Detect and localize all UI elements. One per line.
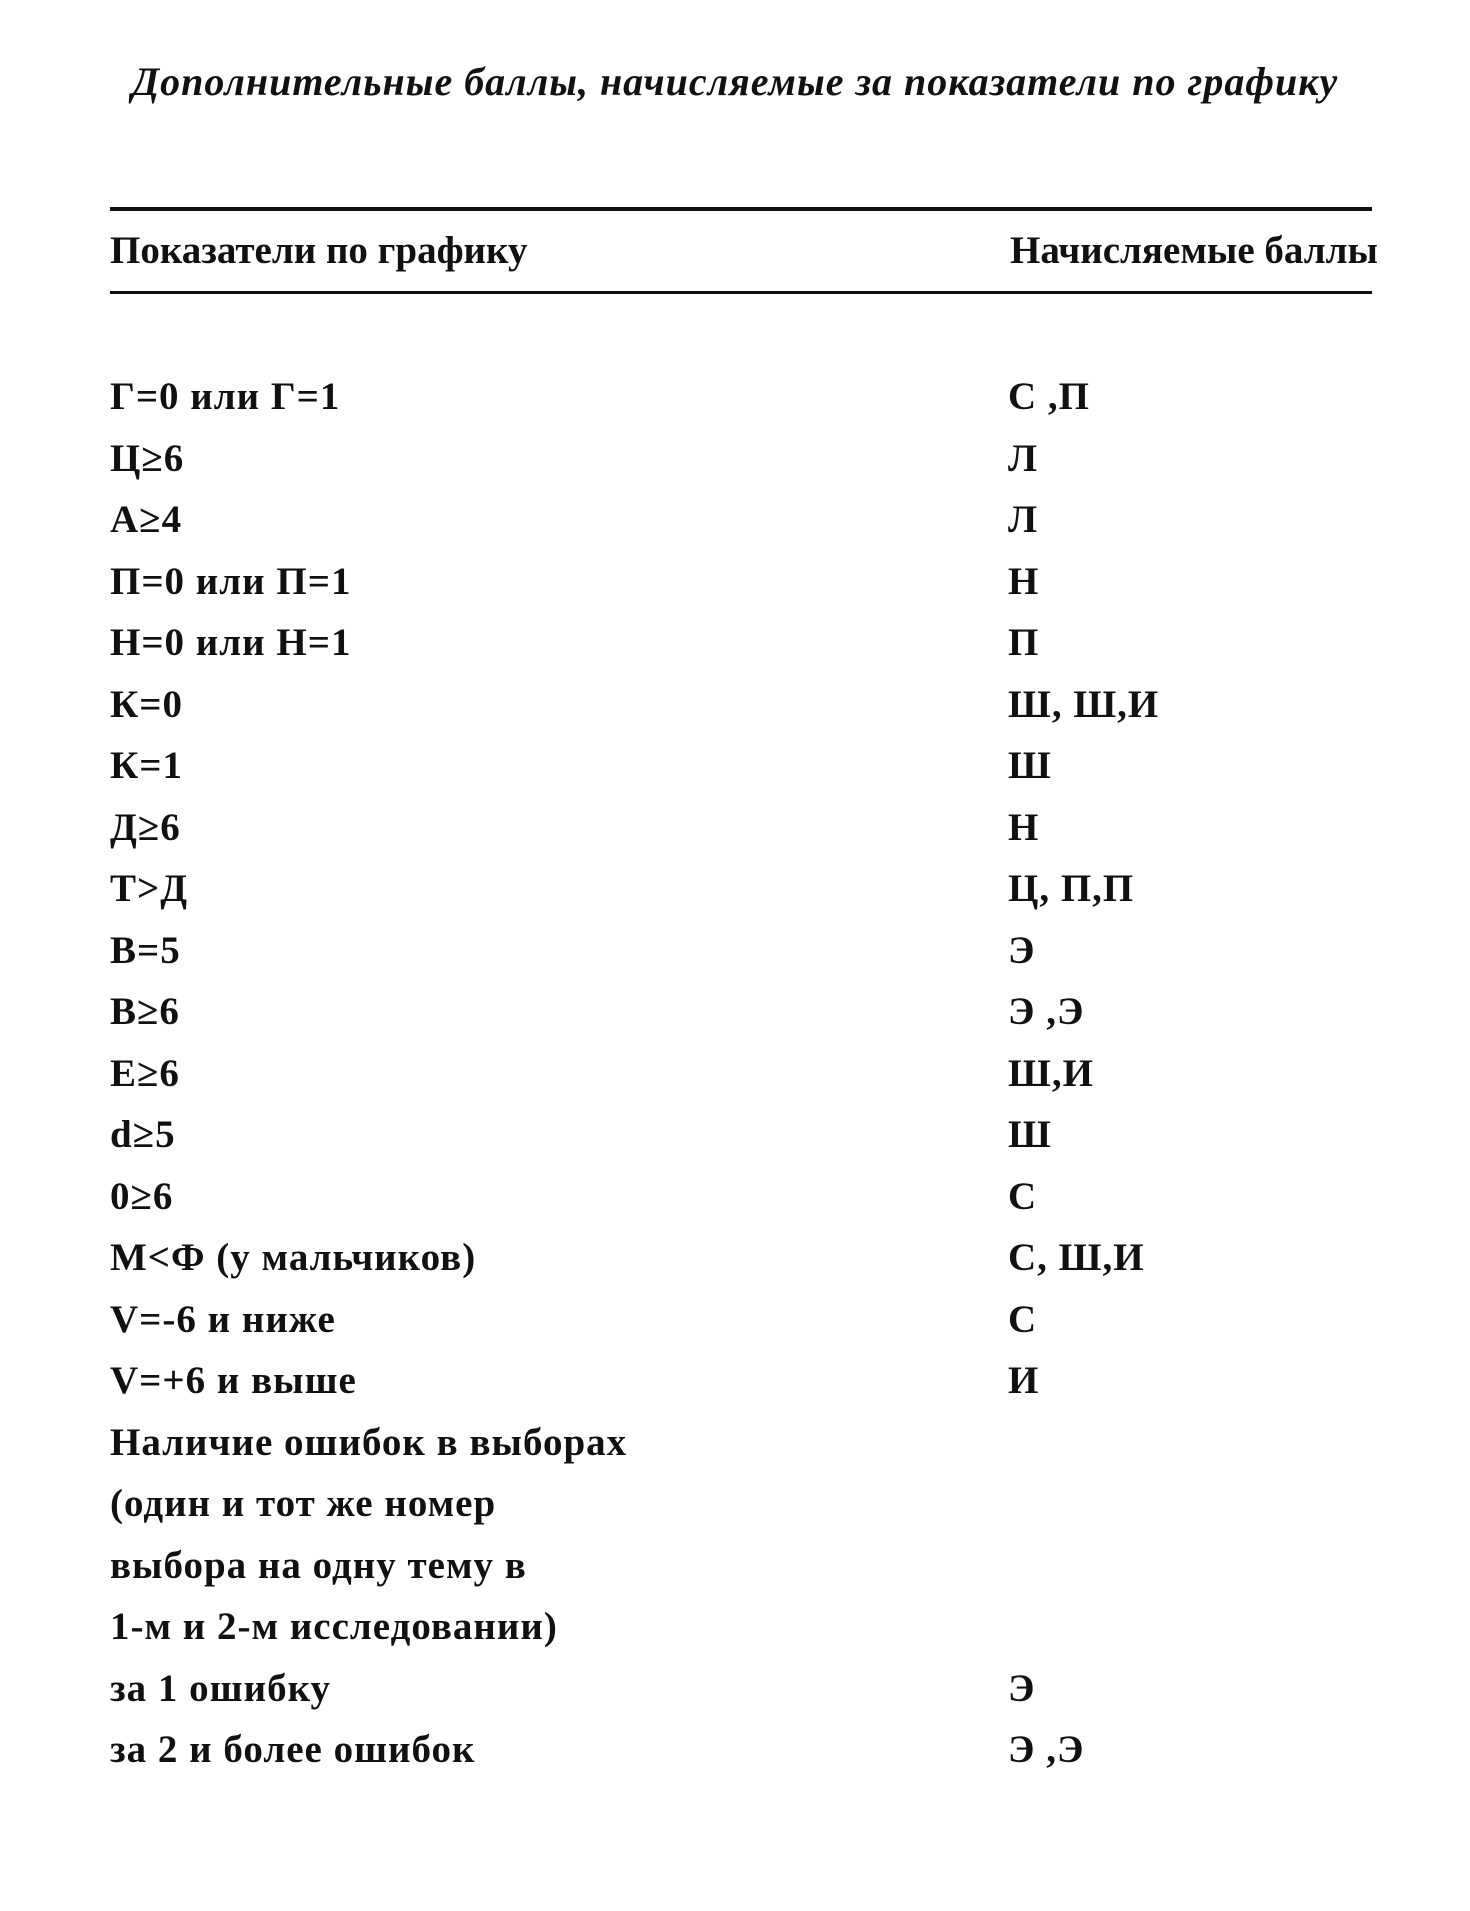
indicator-cell: (один и тот же номер <box>110 1482 497 1525</box>
table-row <box>110 674 1372 736</box>
table-row <box>110 797 1372 859</box>
table-top-rule <box>110 207 1372 211</box>
indicator-cell: Н=0 или Н=1 <box>110 621 352 664</box>
score-cell: Н <box>1008 805 1040 849</box>
table-row <box>110 1166 1372 1228</box>
score-cell: Ш,И <box>1008 1051 1094 1095</box>
score-cell: Ш <box>1008 1113 1052 1156</box>
score-cell: Э <box>1008 928 1036 972</box>
indicator-cell: В≥6 <box>110 990 180 1033</box>
table-row <box>110 366 1372 428</box>
indicator-cell: К=1 <box>110 744 184 787</box>
header-score: Начисляемые баллы <box>1010 229 1378 272</box>
table-header <box>110 224 1378 280</box>
score-cell: Э <box>1008 1666 1036 1710</box>
score-cell: И <box>1008 1359 1040 1402</box>
indicator-cell: Г=0 или Г=1 <box>110 375 341 418</box>
indicator-cell: за 1 ошибку <box>110 1666 331 1710</box>
table-row <box>110 1719 1372 1781</box>
indicator-cell: К=0 <box>110 682 184 726</box>
table-header-rule <box>110 291 1372 294</box>
indicator-cell: 1-м и 2-м исследовании) <box>110 1605 558 1648</box>
score-cell: Ш <box>1008 744 1052 787</box>
indicator-cell: Е≥6 <box>110 1051 180 1095</box>
indicator-cell: за 2 и более ошибок <box>110 1728 476 1771</box>
table-row <box>110 858 1372 920</box>
table-row <box>110 1227 1372 1289</box>
table-row <box>110 981 1372 1043</box>
score-cell: С, Ш,И <box>1008 1236 1145 1279</box>
indicator-cell: П=0 или П=1 <box>110 559 352 603</box>
score-cell: Л <box>1008 498 1039 541</box>
score-cell: С ,П <box>1008 375 1090 418</box>
table-row <box>110 1412 1372 1474</box>
indicator-cell: А≥4 <box>110 498 183 541</box>
table-row <box>110 1658 1372 1720</box>
indicator-cell: М<Ф (у мальчиков) <box>110 1236 477 1279</box>
indicator-cell: В=5 <box>110 928 181 972</box>
indicator-cell: d≥5 <box>110 1113 176 1156</box>
indicator-cell: Ц≥6 <box>110 436 185 480</box>
table-body <box>110 366 1372 1781</box>
table-row <box>110 735 1372 797</box>
table-row <box>110 551 1372 613</box>
indicator-cell: 0≥6 <box>110 1174 174 1218</box>
indicator-cell: V=+6 и выше <box>110 1359 357 1402</box>
score-cell: Э ,Э <box>1008 1728 1085 1771</box>
table-row <box>110 920 1372 982</box>
table-row <box>110 489 1372 551</box>
score-cell: Э ,Э <box>1008 990 1085 1033</box>
table-row <box>110 612 1372 674</box>
table-row <box>110 1350 1372 1412</box>
table-row <box>110 1043 1372 1105</box>
table-row <box>110 428 1372 490</box>
score-cell: Н <box>1008 559 1040 603</box>
indicator-cell: V=-6 и ниже <box>110 1297 336 1341</box>
table-row <box>110 1104 1372 1166</box>
score-cell: С <box>1008 1297 1038 1341</box>
score-cell: С <box>1008 1174 1038 1218</box>
indicator-cell: Т>Д <box>110 867 189 910</box>
score-cell: П <box>1008 621 1040 664</box>
header-indicator: Показатели по графику <box>110 229 528 272</box>
score-cell: Ш, Ш,И <box>1008 682 1160 726</box>
table-row <box>110 1596 1372 1658</box>
score-cell: Л <box>1008 436 1039 480</box>
table-row <box>110 1473 1372 1535</box>
page-title: Дополнительные баллы, начисляемые за показатели по графику <box>131 59 1339 104</box>
indicator-cell: Наличие ошибок в выборах <box>110 1420 628 1464</box>
table-row <box>110 1535 1372 1597</box>
indicator-cell: Д≥6 <box>110 805 181 849</box>
score-cell: Ц, П,П <box>1008 867 1135 910</box>
table-row <box>110 1289 1372 1351</box>
indicator-cell: выбора на одну тему в <box>110 1543 527 1587</box>
